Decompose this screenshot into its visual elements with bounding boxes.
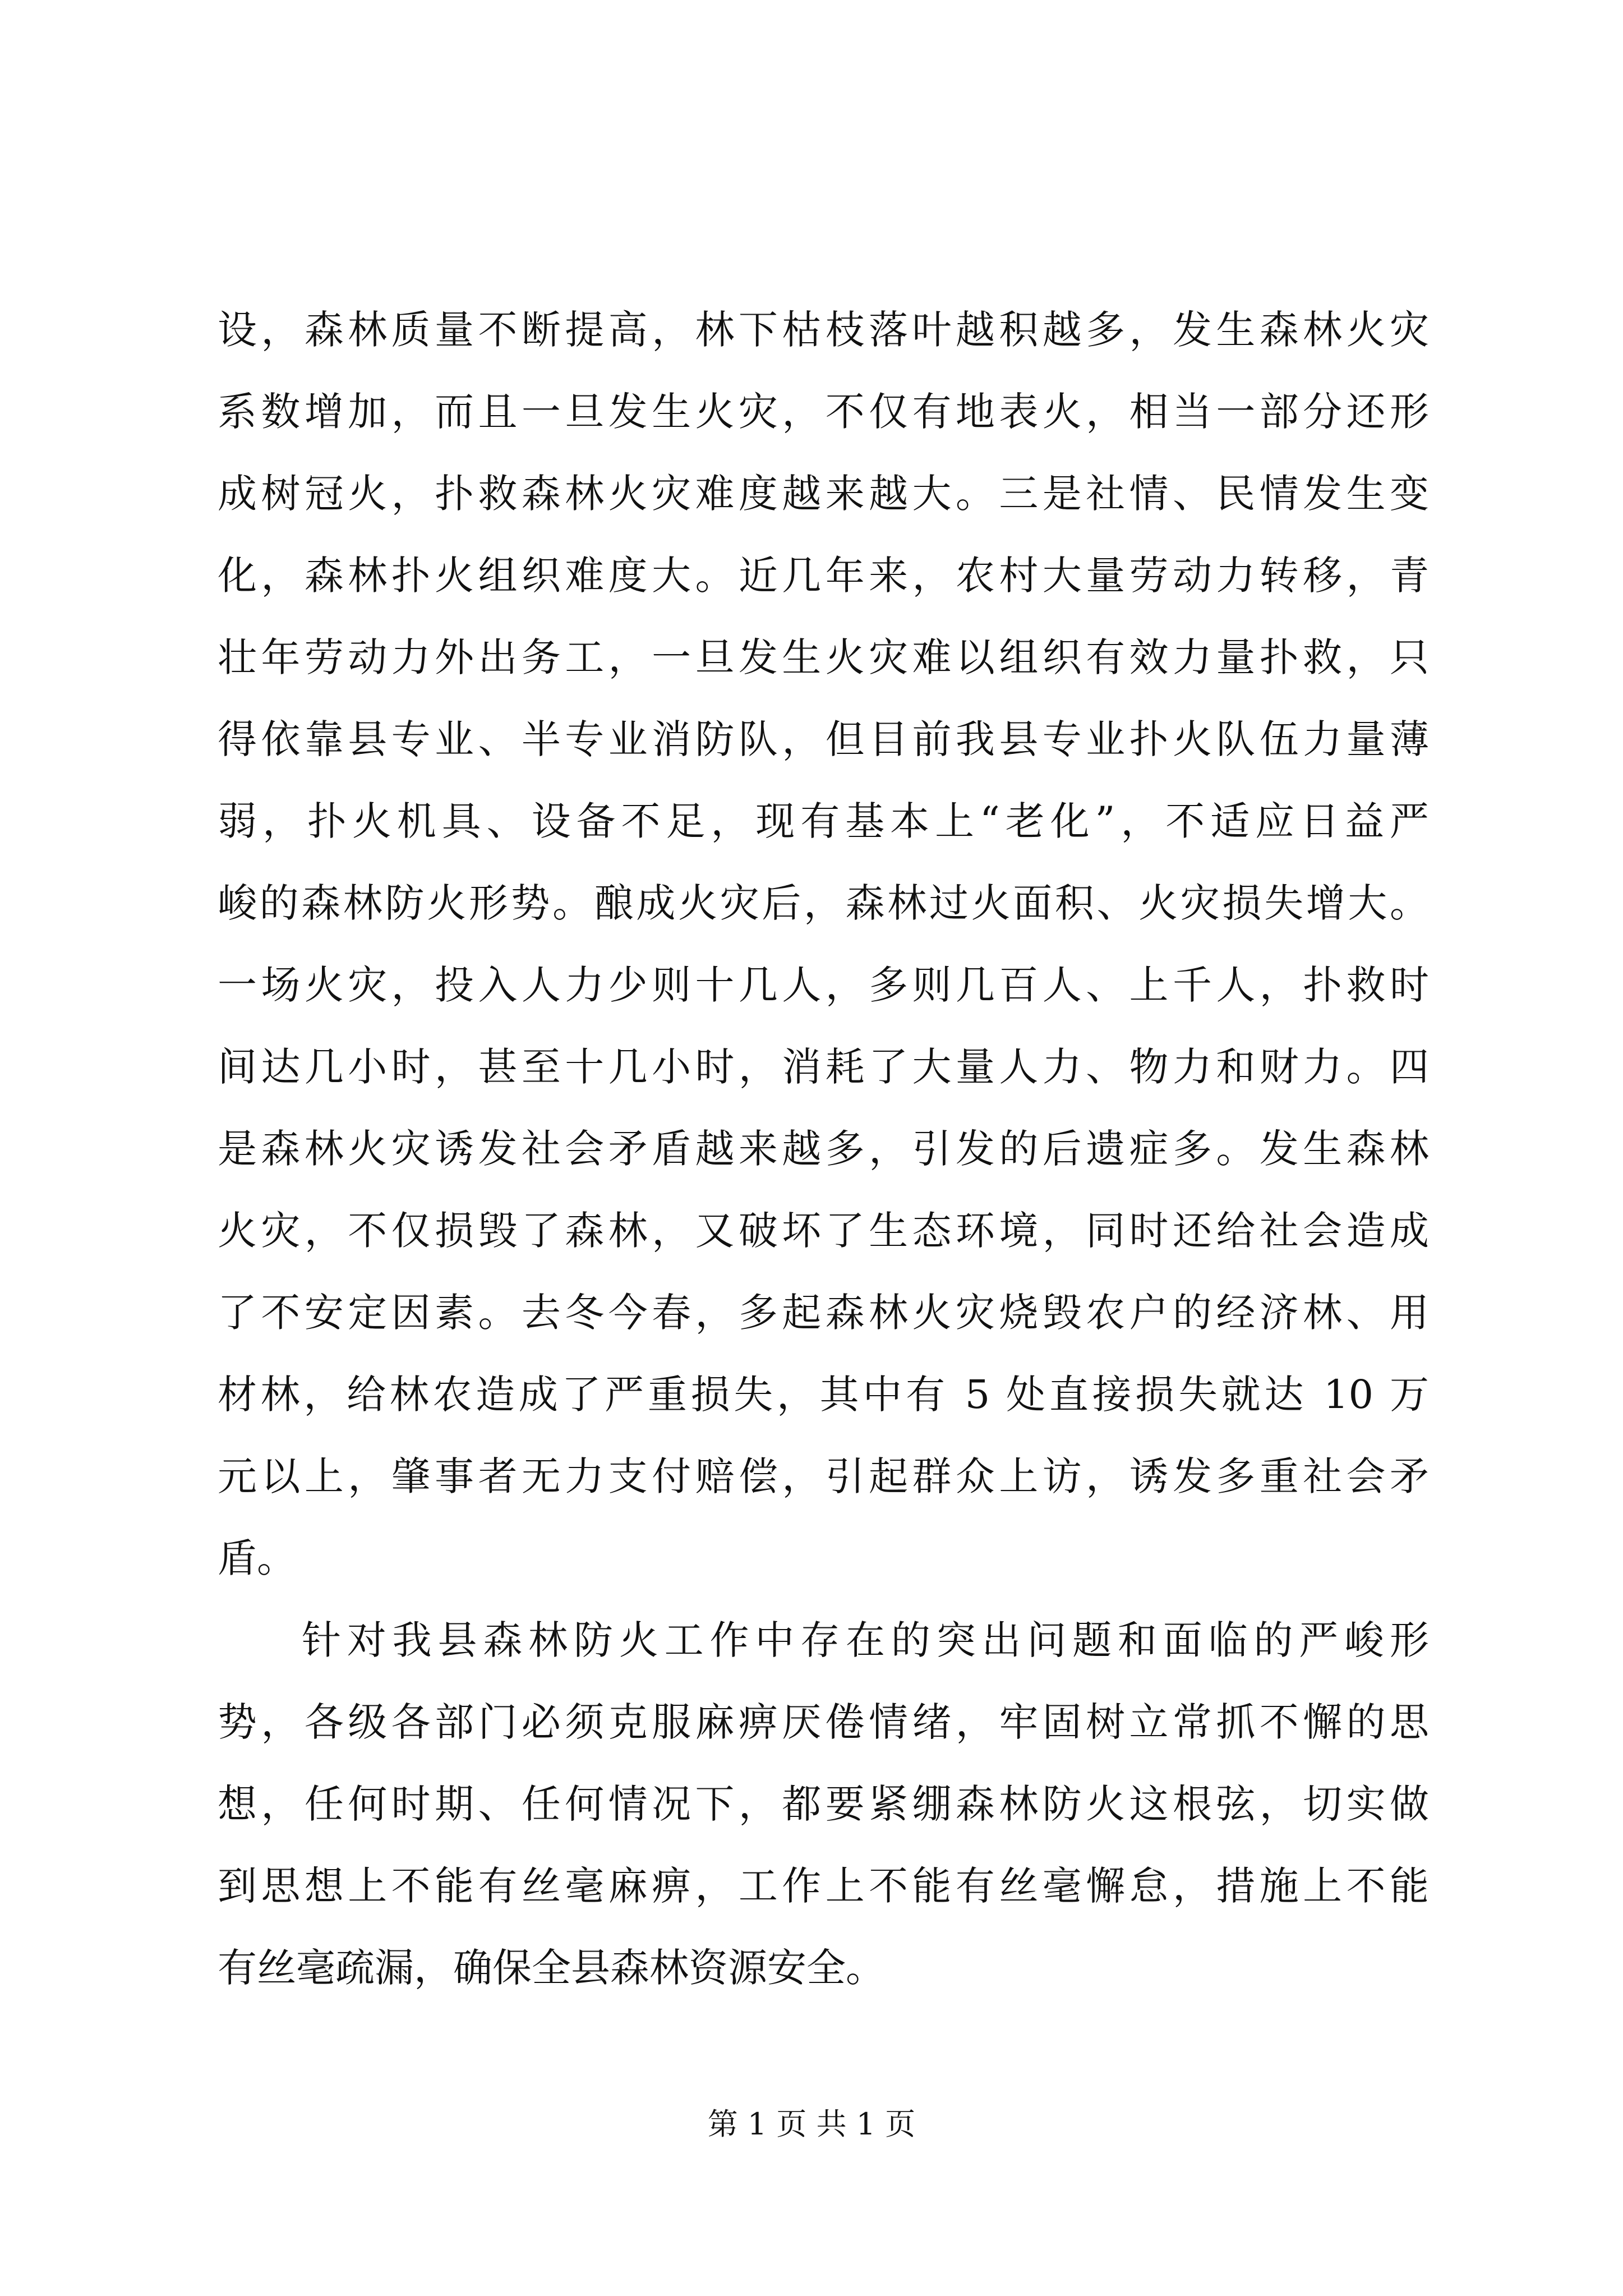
text-line: 峻的森林防火形势。酿成火灾后，森林过火面积、火灾损失增大。 [218, 880, 1429, 926]
paragraph-first-line: 针对我县森林防火工作中存在的突出问题和面临的严峻形 [302, 1617, 1429, 1663]
text-line: 一场火灾，投入人力少则十几人，多则几百人、上千人，扑救时 [218, 962, 1429, 1008]
page-footer: 第 1 页 共 1 页 [707, 2106, 916, 2142]
text-line: 间达几小时，甚至十几小时，消耗了大量人力、物力和财力。四 [218, 1044, 1429, 1090]
text-line: 弱，扑火机具、设备不足，现有基本上“老化”，不适应日益严 [218, 798, 1429, 844]
text-line: 盾。 [218, 1535, 296, 1581]
text-line: 设，森林质量不断提高，林下枯枝落叶越积越多，发生森林火灾 [218, 307, 1429, 353]
text-line: 得依靠县专业、半专业消防队，但目前我县专业扑火队伍力量薄 [218, 716, 1429, 762]
text-line: 化，森林扑火组织难度大。近几年来，农村大量劳动力转移，青 [218, 553, 1429, 599]
text-line: 壮年劳动力外出务工，一旦发生火灾难以组织有效力量扑救，只 [218, 634, 1429, 680]
body-text [218, 289, 1429, 2009]
text-line: 了不安定因素。去冬今春，多起森林火灾烧毁农户的经济林、用 [218, 1290, 1429, 1336]
text-line: 想，任何时期、任何情况下，都要紧绷森林防火这根弦，切实做 [218, 1781, 1429, 1827]
text-line: 有丝毫疏漏，确保全县森林资源安全。 [218, 1945, 885, 1991]
text-line: 到思想上不能有丝毫麻痹，工作上不能有丝毫懈怠，措施上不能 [218, 1863, 1429, 1909]
text-line: 火灾，不仅损毁了森林，又破坏了生态环境，同时还给社会造成 [218, 1208, 1429, 1254]
text-line: 材林，给林农造成了严重损失，其中有 5 处直接损失就达 10 万 [218, 1372, 1429, 1418]
text-line: 成树冠火，扑救森林火灾难度越来越大。三是社情、民情发生变 [218, 471, 1429, 517]
text-line: 势，各级各部门必须克服麻痹厌倦情绪，牢固树立常抓不懈的思 [218, 1699, 1429, 1745]
text-line: 系数增加，而且一旦发生火灾，不仅有地表火，相当一部分还形 [218, 389, 1429, 435]
text-line: 是森林火灾诱发社会矛盾越来越多，引发的后遗症多。发生森林 [218, 1126, 1429, 1172]
text-line: 元以上，肇事者无力支付赔偿，引起群众上访，诱发多重社会矛 [218, 1453, 1429, 1499]
